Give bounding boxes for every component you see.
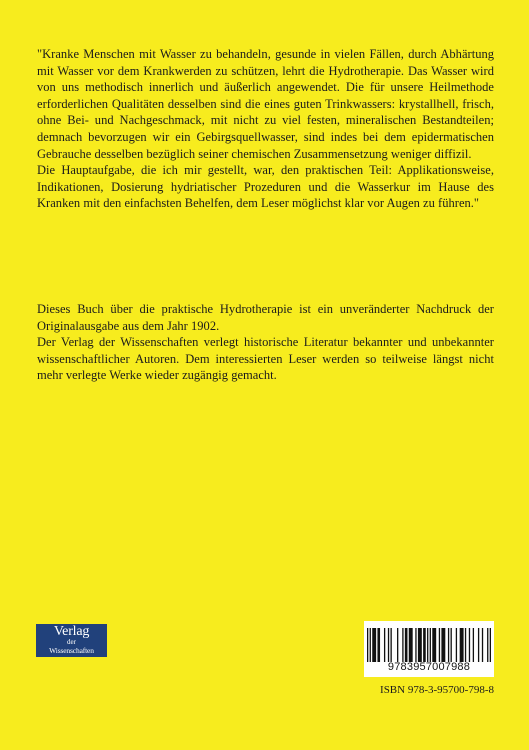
- barcode-bar: [465, 628, 466, 662]
- barcode-bar: [397, 628, 398, 662]
- quote-text-block: [37, 46, 494, 212]
- barcode-bar: [432, 628, 436, 662]
- barcode-bar: [456, 628, 457, 662]
- barcode-bar: [377, 628, 380, 662]
- barcode-bar: [441, 628, 445, 662]
- barcode-bar: [415, 628, 416, 662]
- barcode-bar: [367, 628, 368, 662]
- barcode-bar: [469, 628, 470, 662]
- description-paragraph-1: Dieses Buch über die praktische Hydrotherapie ist ein unveränderter Nachdruck der Originalausgabe aus dem Jahr 1902.: [37, 302, 494, 333]
- barcode-bar: [390, 628, 391, 662]
- description-paragraph-2: Der Verlag der Wissenschaften verlegt historische Literatur bekannter und unbekannter wissenschaftlicher Autoren. Dem interessierten Leser werden so teilweise längst nicht mehr verlegte Werke wieder zugängig gemacht.: [37, 335, 494, 383]
- barcode-bar: [423, 628, 426, 662]
- barcode-bar: [372, 628, 376, 662]
- barcode-bar: [430, 628, 431, 662]
- barcode-bar: [448, 628, 449, 662]
- publisher-logo-line-1: Verlag: [53, 624, 90, 639]
- publisher-logo-line-2: der: [67, 638, 76, 646]
- barcode-box: [364, 621, 494, 677]
- quote-paragraph-1: "Kranke Menschen mit Wasser zu behandeln, gesunde in vielen Fällen, durch Abhärtung mit Wasser vor dem Krankwerden zu schützen, lehrt die Hydrotherapie. Das Wasser wird von uns methodisch innerlich und äußerlich angewendet. Die für unsere Heilmethode erforderlichen Qualitäten desselben sind die eines guten Trinkwassers: krystallhell, frisch, ohne Bei- und Nachgeschmack, mit nicht zu viel festen, mineralischen Bestandteilen; demnach bevorzugen wir ein Gebirgsquellwasser, sind indes bei dem epidermatischen Gebrauche desselben bezüglich seiner chemischen Zusammensetzung weniger diffizil.: [37, 47, 494, 161]
- barcode-bar: [405, 628, 408, 662]
- barcode-bar: [451, 628, 452, 662]
- barcode-bar: [418, 628, 422, 662]
- barcode-bar: [388, 628, 389, 662]
- barcode-bar: [482, 628, 483, 662]
- barcode-bar: [473, 628, 474, 662]
- barcode-bars: [367, 628, 491, 662]
- quote-paragraph-2: Die Hauptaufgabe, die ich mir gestellt, war, den praktischen Teil: Applikationsweise, Indikationen, Dosierung hydriatischer Prozeduren und die Wasserkur im Hause des Kranken mit den einfachsten Behelfen, dem Leser möglichst klar vor Augen zu führen.": [37, 163, 494, 211]
- publisher-logo: [36, 624, 107, 657]
- barcode-bar: [460, 628, 464, 662]
- barcode-bar: [427, 628, 428, 662]
- barcode-digits: 9783957007988: [387, 661, 471, 673]
- barcode-bar: [487, 628, 488, 662]
- barcode-bar: [439, 628, 440, 662]
- isbn-number: ISBN 978-3-95700-798-8: [380, 684, 494, 696]
- description-text-block: [37, 301, 494, 384]
- barcode-bar: [490, 628, 491, 662]
- barcode-bar: [384, 628, 385, 662]
- publisher-logo-line-3: Wissenschaften: [49, 646, 94, 655]
- barcode-bar: [478, 628, 479, 662]
- barcode-bar: [409, 628, 413, 662]
- barcode-bar: [402, 628, 403, 662]
- barcode-bar: [370, 628, 371, 662]
